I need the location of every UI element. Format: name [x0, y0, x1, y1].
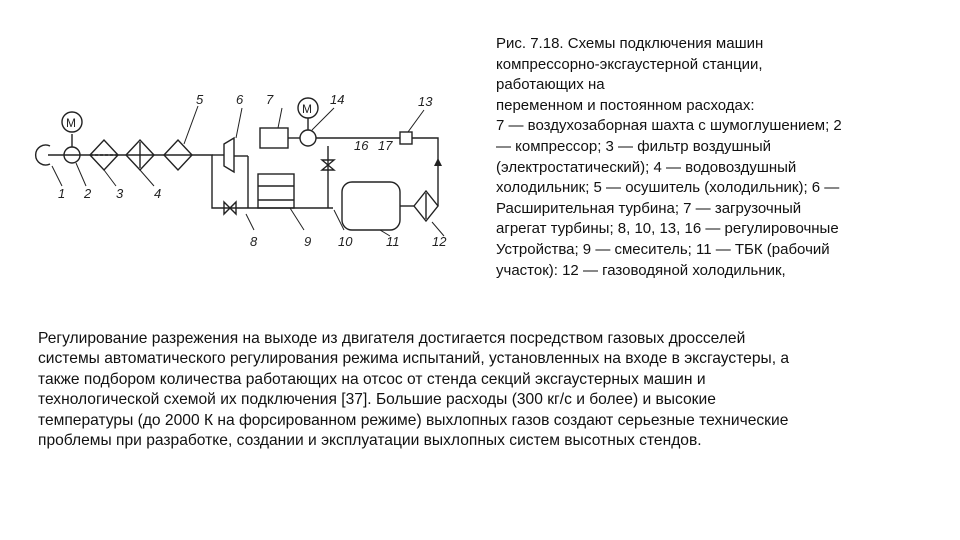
label-17: 17 — [378, 138, 393, 153]
label-10: 10 — [338, 234, 353, 249]
caption-line: работающих на — [496, 76, 605, 94]
intake-shaft-symbol — [36, 145, 50, 165]
caption-line: холодильник; 5 — осушитель (холодильник); 6 — — [496, 179, 840, 197]
caption-line: Устройства; 9 — смеситель; 11 — ТБК (рабочий — [496, 240, 830, 258]
caption-line: — компрессор; 3 — фильтр воздушный — [496, 137, 771, 155]
connection-scheme-diagram — [28, 88, 464, 258]
body-line: температуры (до 2000 К на форсированном режиме) выхлопных газов создают серьезные технические — [38, 411, 789, 429]
body-line: Регулирование разрежения на выходе из двигателя достигается посредством газовых дросселей — [38, 330, 746, 347]
label-8: 8 — [250, 234, 258, 249]
caption-line: компрессорно-эксгаустерной станции, — [496, 55, 763, 73]
body-line: проблемы при разработке, создании и эксплуатации выхлопных систем высотных стендов. — [38, 432, 702, 450]
label-7: 7 — [266, 92, 274, 107]
label-13: 13 — [418, 94, 433, 109]
caption-line: Расширительная турбина; 7 — загрузочный — [496, 199, 802, 217]
caption-line: переменном и постоянном расходах: — [496, 96, 755, 114]
label-9: 9 — [304, 234, 312, 249]
label-16: 16 — [354, 138, 369, 153]
caption-line: Рис. 7.18. Схемы подключения машин — [496, 35, 764, 52]
motor-letter-14: M — [302, 102, 312, 116]
regulator-13-symbol — [400, 132, 412, 144]
motor-letter: M — [66, 116, 76, 130]
body-line: также подбором количества работающих на отсос от стенда секций эксгаустерных машин и — [38, 370, 706, 388]
caption-line: 7 — воздухозаборная шахта с шумоглушением; 2 — [496, 117, 842, 135]
caption-line: (электростатический); 4 — водовоздушный — [496, 158, 797, 176]
body-line: системы автоматического регулирования режима испытаний, установленных на входе в эксгаустеры, а — [38, 350, 790, 368]
label-14: 14 — [330, 92, 345, 107]
test-section-symbol — [342, 182, 400, 230]
label-3: 3 — [116, 186, 124, 201]
label-5: 5 — [196, 92, 204, 107]
caption-line: участок): 12 — газоводяной холодильник, — [496, 261, 786, 279]
label-11: 11 — [386, 234, 400, 249]
mixer-symbol — [258, 174, 294, 208]
loading-unit-symbol — [260, 128, 288, 148]
label-1: 1 — [58, 186, 66, 201]
turbine-symbol — [224, 138, 234, 172]
label-4: 4 — [154, 186, 162, 201]
label-6: 6 — [236, 92, 244, 107]
label-2: 2 — [84, 186, 92, 201]
caption-line: агрегат турбины; 8, 10, 13, 16 — регулировочные — [496, 220, 839, 238]
figure-caption — [496, 34, 916, 281]
body-line: технологической схемой их подключения [37]. Большие расходы (300 кг/с и более) и высокие — [38, 391, 716, 409]
label-12: 12 — [432, 234, 447, 249]
body-paragraph — [38, 329, 928, 451]
